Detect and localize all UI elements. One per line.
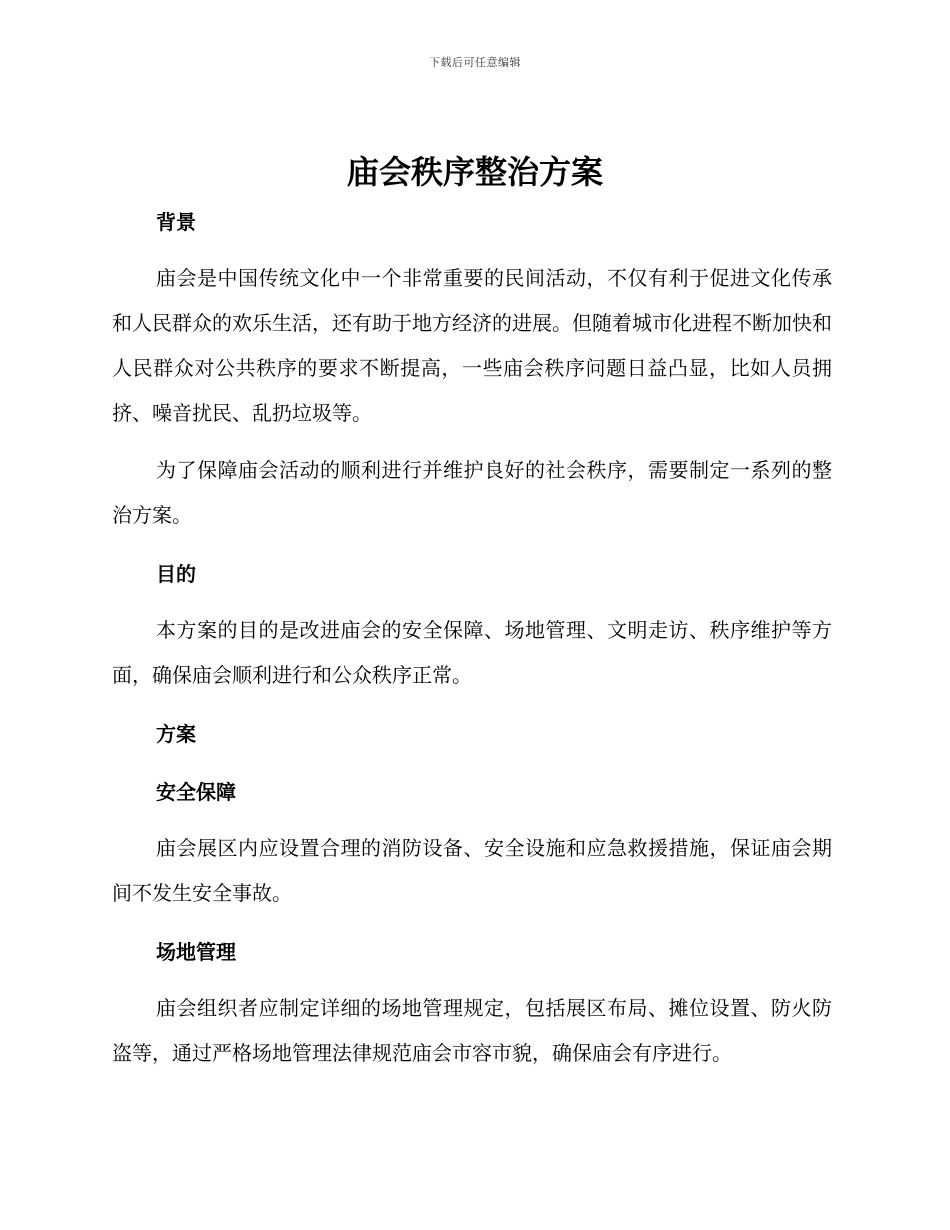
document-title: 庙会秩序整治方案 [346,153,603,191]
heading-plan: 方案 [156,722,196,746]
section-purpose [112,552,832,698]
paragraph-background-2: 为了保障庙会活动的顺利进行并维护良好的社会秩序，需要制定一系列的整治方案。 [112,458,832,527]
section-safety [112,770,832,916]
paragraph-background-1: 庙会是中国传统文化中一个非常重要的民间活动，不仅有利于促进文化传承和人民群众的欢乐生活，还有助于地方经济的进展。但随着城市化进程不断加快和人民群众对公共秩序的要求不断提高，一些庙会秩序问题日益凸显，比如人员拥挤、噪音扰民、乱扔垃圾等。 [112,266,832,425]
section-venue [112,930,832,1076]
heading-background: 背景 [156,210,196,234]
heading-venue: 场地管理 [156,940,236,964]
document-body [112,200,832,1076]
heading-purpose: 目的 [156,562,196,586]
header-note: 下载后可任意编辑 [429,56,521,69]
section-plan [112,712,832,756]
section-background [112,200,832,538]
paragraph-venue-1: 庙会组织者应制定详细的场地管理规定，包括展区布局、摊位设置、防火防盗等，通过严格场地管理法律规范庙会市容市貌，确保庙会有序进行。 [112,996,832,1065]
paragraph-safety-1: 庙会展区内应设置合理的消防设备、安全设施和应急救援措施，保证庙会期间不发生安全事故。 [112,836,832,905]
paragraph-purpose-1: 本方案的目的是改进庙会的安全保障、场地管理、文明走访、秩序维护等方面，确保庙会顺利进行和公众秩序正常。 [112,618,832,687]
heading-safety: 安全保障 [156,780,236,804]
